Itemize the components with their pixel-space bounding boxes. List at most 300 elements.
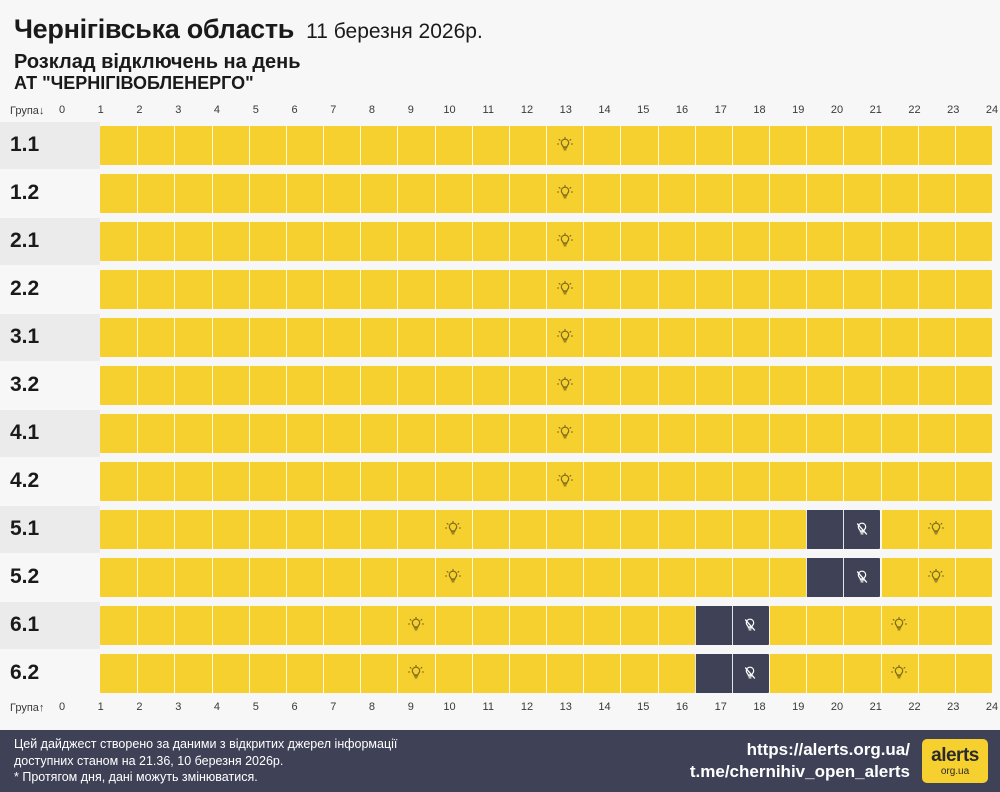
axis-tick: 16 [675, 700, 689, 713]
axis-tick: 16 [675, 103, 689, 116]
axis-tick: 9 [407, 103, 414, 116]
hour-divider [732, 510, 733, 549]
axis-tick: 8 [368, 103, 376, 116]
hour-divider [509, 174, 510, 213]
hour-divider [509, 414, 510, 453]
hour-divider [212, 174, 213, 213]
hour-divider [843, 222, 844, 261]
page-header [0, 0, 1000, 94]
hour-divider [806, 318, 807, 357]
hour-divider [918, 222, 919, 261]
hour-divider [695, 270, 696, 309]
hour-divider [174, 606, 175, 645]
hour-divider [695, 366, 696, 405]
hour-divider [212, 414, 213, 453]
hour-divider [137, 174, 138, 213]
hour-divider [918, 654, 919, 693]
hour-divider [955, 222, 956, 261]
hour-divider [546, 174, 547, 213]
hour-divider [769, 606, 770, 645]
telegram-link[interactable]: t.me/chernihiv_open_alerts [689, 762, 910, 781]
hour-divider [137, 222, 138, 261]
hour-divider [769, 462, 770, 501]
hour-divider [546, 510, 547, 549]
hour-divider [472, 366, 473, 405]
bulb-icon [556, 424, 574, 442]
hour-divider [732, 126, 733, 165]
hour-divider [323, 174, 324, 213]
hour-divider [769, 510, 770, 549]
axis-tick: 4 [213, 103, 221, 116]
hour-divider [583, 270, 584, 309]
group-label: 5.1 [0, 506, 100, 553]
hour-divider [806, 270, 807, 309]
website-link[interactable]: https://alerts.org.ua/ [746, 740, 910, 760]
hour-divider [955, 174, 956, 213]
bulb-icon [556, 280, 574, 298]
hour-divider [843, 558, 844, 597]
axis-top-ticks [58, 102, 999, 120]
schedule-row [0, 362, 1000, 409]
hour-divider [620, 510, 621, 549]
schedule-row [0, 266, 1000, 313]
hour-divider [658, 654, 659, 693]
hour-divider [695, 654, 696, 693]
hour-divider [509, 654, 510, 693]
hour-divider [435, 222, 436, 261]
hour-divider [769, 366, 770, 405]
hour-divider [323, 222, 324, 261]
hour-divider [918, 126, 919, 165]
axis-tick: 19 [792, 700, 805, 713]
schedule-row [0, 122, 1000, 169]
footer-note-line2: доступних станом на 21.36, 10 березня 2026р. [14, 753, 284, 768]
hour-divider [732, 462, 733, 501]
bulb-icon [890, 664, 908, 682]
hour-divider [174, 174, 175, 213]
group-label: 1.2 [0, 170, 100, 217]
hour-divider [695, 318, 696, 357]
axis-tick: 9 [407, 700, 414, 713]
hour-divider [472, 654, 473, 693]
hour-divider [658, 126, 659, 165]
group-label: 3.1 [0, 314, 100, 361]
axis-tick: 11 [482, 103, 494, 116]
hour-divider [806, 606, 807, 645]
hour-divider [546, 126, 547, 165]
hour-divider [955, 510, 956, 549]
axis-tick: 20 [830, 700, 844, 713]
hour-divider [881, 366, 882, 405]
hour-divider [323, 126, 324, 165]
schedule-rows [0, 122, 1000, 697]
hour-divider [472, 606, 473, 645]
hour-divider [658, 462, 659, 501]
hour-divider [955, 270, 956, 309]
hour-divider [732, 222, 733, 261]
group-label: 4.2 [0, 458, 100, 505]
hour-divider [174, 510, 175, 549]
hour-divider [509, 318, 510, 357]
axis-tick: 7 [330, 103, 337, 116]
hour-divider [286, 366, 287, 405]
row-track [100, 410, 992, 457]
hour-divider [360, 222, 361, 261]
hour-divider [546, 414, 547, 453]
hour-divider [249, 174, 250, 213]
axis-tick: 13 [559, 103, 572, 116]
row-track [100, 506, 992, 553]
hour-divider [360, 558, 361, 597]
hour-divider [843, 510, 844, 549]
hour-divider [397, 126, 398, 165]
hour-divider [546, 558, 547, 597]
hour-divider [137, 510, 138, 549]
hour-divider [658, 558, 659, 597]
schedule-row [0, 170, 1000, 217]
hour-divider [881, 174, 882, 213]
hour-divider [472, 318, 473, 357]
hour-divider [212, 126, 213, 165]
hour-divider [620, 270, 621, 309]
hour-divider [137, 366, 138, 405]
hour-divider [732, 558, 733, 597]
bulb-icon [890, 616, 908, 634]
hour-divider [249, 462, 250, 501]
hour-divider [286, 126, 287, 165]
axis-tick: 18 [753, 700, 766, 713]
hour-divider [137, 558, 138, 597]
hour-divider [769, 126, 770, 165]
hour-divider [843, 318, 844, 357]
axis-tick: 0 [58, 700, 66, 713]
hour-divider [472, 414, 473, 453]
hour-divider [286, 558, 287, 597]
group-label: 2.1 [0, 218, 100, 265]
hour-divider [769, 414, 770, 453]
hour-divider [620, 414, 621, 453]
hour-divider [658, 222, 659, 261]
hour-divider [732, 270, 733, 309]
group-label: 4.1 [0, 410, 100, 457]
hour-divider [769, 558, 770, 597]
hour-divider [323, 654, 324, 693]
hour-divider [360, 654, 361, 693]
bulb-icon [444, 568, 462, 586]
hour-divider [212, 318, 213, 357]
hour-divider [174, 126, 175, 165]
hour-divider [286, 270, 287, 309]
hour-divider [286, 222, 287, 261]
hour-divider [323, 318, 324, 357]
bulb-icon [556, 376, 574, 394]
axis-tick: 18 [753, 103, 766, 116]
hour-divider [583, 606, 584, 645]
row-track [100, 458, 992, 505]
hour-divider [546, 270, 547, 309]
hour-divider [137, 414, 138, 453]
hour-divider [620, 222, 621, 261]
hour-divider [658, 606, 659, 645]
hour-divider [397, 222, 398, 261]
hour-divider [546, 318, 547, 357]
hour-divider [397, 414, 398, 453]
axis-tick: 12 [520, 700, 534, 713]
hour-divider [918, 414, 919, 453]
axis-tick: 20 [830, 103, 844, 116]
axis-tick: 7 [330, 700, 337, 713]
hour-divider [843, 654, 844, 693]
axis-tick: 24 [985, 103, 999, 116]
hour-divider [212, 510, 213, 549]
hour-divider [360, 366, 361, 405]
hour-divider [435, 270, 436, 309]
hour-divider [918, 174, 919, 213]
hour-divider [955, 654, 956, 693]
hour-divider [881, 558, 882, 597]
group-label: 2.2 [0, 266, 100, 313]
hour-divider [806, 222, 807, 261]
schedule-row [0, 554, 1000, 601]
hour-divider [397, 270, 398, 309]
hour-divider [397, 558, 398, 597]
hour-divider [323, 366, 324, 405]
hour-divider [955, 558, 956, 597]
hour-divider [360, 414, 361, 453]
hour-divider [435, 510, 436, 549]
hour-divider [249, 558, 250, 597]
hour-divider [918, 462, 919, 501]
hour-divider [881, 462, 882, 501]
hour-divider [212, 270, 213, 309]
axis-bottom [0, 699, 1000, 717]
axis-tick: 17 [714, 700, 727, 713]
hour-divider [955, 414, 956, 453]
hour-divider [658, 366, 659, 405]
page-subtitle: Розклад відключень на день [14, 51, 301, 73]
bulb-icon [556, 328, 574, 346]
hour-divider [881, 126, 882, 165]
hour-divider [955, 462, 956, 501]
hour-divider [435, 462, 436, 501]
page-footer [0, 730, 1000, 792]
hour-divider [360, 510, 361, 549]
hour-divider [769, 222, 770, 261]
bulb-icon [407, 664, 425, 682]
hour-divider [249, 222, 250, 261]
hour-divider [620, 558, 621, 597]
hour-divider [918, 366, 919, 405]
hour-divider [658, 270, 659, 309]
footer-note-line1: Цей дайджест створено за даними з відкритих джерел інформації [14, 737, 398, 752]
group-label: 3.2 [0, 362, 100, 409]
hour-divider [620, 462, 621, 501]
row-track [100, 362, 992, 409]
axis-tick: 1 [97, 103, 104, 116]
title-row [14, 14, 1000, 45]
hour-divider [323, 270, 324, 309]
hour-divider [509, 462, 510, 501]
axis-tick: 22 [908, 103, 921, 116]
hour-divider [620, 606, 621, 645]
hour-divider [806, 126, 807, 165]
hour-divider [695, 606, 696, 645]
hour-divider [732, 606, 733, 645]
bulb-icon [556, 232, 574, 250]
hour-divider [732, 654, 733, 693]
hour-divider [583, 366, 584, 405]
bulb-icon [556, 184, 574, 202]
group-label: 5.2 [0, 554, 100, 601]
axis-tick: 19 [792, 103, 805, 116]
row-track [100, 218, 992, 265]
alerts-logo [922, 739, 988, 783]
hour-divider [212, 654, 213, 693]
hour-divider [212, 606, 213, 645]
hour-divider [583, 126, 584, 165]
axis-tick: 15 [637, 103, 650, 116]
hour-divider [397, 318, 398, 357]
axis-tick: 6 [291, 700, 298, 713]
group-label: 6.2 [0, 650, 100, 697]
hour-divider [843, 606, 844, 645]
hour-divider [546, 222, 547, 261]
hour-divider [955, 318, 956, 357]
axis-tick: 1 [97, 700, 104, 713]
axis-tick: 5 [252, 103, 259, 116]
hour-divider [286, 414, 287, 453]
hour-divider [583, 510, 584, 549]
hour-divider [397, 174, 398, 213]
bulb-icon [927, 568, 945, 586]
hour-divider [918, 510, 919, 549]
schedule-chart [0, 102, 1000, 717]
bulb-icon [556, 472, 574, 490]
axis-tick: 2 [136, 103, 143, 116]
group-label: 6.1 [0, 602, 100, 649]
hour-divider [769, 174, 770, 213]
axis-tick: 15 [637, 700, 650, 713]
hour-divider [695, 558, 696, 597]
hour-divider [435, 126, 436, 165]
hour-divider [509, 510, 510, 549]
hour-divider [546, 654, 547, 693]
axis-bottom-label: Група↑ [10, 701, 45, 714]
schedule-row [0, 458, 1000, 505]
hour-divider [323, 510, 324, 549]
axis-tick: 2 [136, 700, 143, 713]
hour-divider [174, 318, 175, 357]
schedule-row [0, 602, 1000, 649]
hour-divider [695, 414, 696, 453]
axis-tick: 13 [559, 700, 572, 713]
hour-divider [212, 558, 213, 597]
axis-tick: 12 [520, 103, 534, 116]
hour-divider [806, 558, 807, 597]
hour-divider [620, 126, 621, 165]
hour-divider [695, 222, 696, 261]
hour-divider [583, 174, 584, 213]
hour-divider [286, 510, 287, 549]
hour-divider [509, 126, 510, 165]
axis-tick: 3 [175, 700, 182, 713]
hour-divider [212, 462, 213, 501]
hour-divider [769, 654, 770, 693]
hour-divider [249, 366, 250, 405]
hour-divider [881, 414, 882, 453]
hour-divider [249, 606, 250, 645]
hour-divider [137, 318, 138, 357]
hour-divider [881, 222, 882, 261]
hour-divider [397, 366, 398, 405]
hour-divider [435, 366, 436, 405]
schedule-row [0, 314, 1000, 361]
axis-tick: 11 [482, 700, 494, 713]
axis-tick: 23 [947, 700, 960, 713]
hour-divider [472, 270, 473, 309]
schedule-row [0, 506, 1000, 553]
axis-tick: 10 [443, 700, 456, 713]
hour-divider [509, 606, 510, 645]
hour-divider [806, 510, 807, 549]
hour-divider [397, 462, 398, 501]
hour-divider [137, 462, 138, 501]
hour-divider [286, 462, 287, 501]
hour-divider [583, 654, 584, 693]
hour-divider [620, 366, 621, 405]
hour-divider [174, 366, 175, 405]
axis-top [0, 102, 1000, 120]
hour-divider [212, 366, 213, 405]
hour-divider [843, 270, 844, 309]
company-name: АТ "ЧЕРНІГІВОБЛЕНЕРГО" [14, 73, 254, 94]
bulb-off-icon [741, 616, 759, 634]
hour-divider [286, 174, 287, 213]
hour-divider [620, 654, 621, 693]
hour-divider [435, 654, 436, 693]
hour-divider [472, 558, 473, 597]
hour-divider [546, 606, 547, 645]
footer-note [0, 736, 690, 786]
hour-divider [174, 462, 175, 501]
row-track [100, 602, 992, 649]
hour-divider [881, 606, 882, 645]
hour-divider [249, 318, 250, 357]
hour-divider [732, 174, 733, 213]
hour-divider [286, 606, 287, 645]
hour-divider [695, 510, 696, 549]
hour-divider [174, 414, 175, 453]
hour-divider [918, 270, 919, 309]
hour-divider [658, 510, 659, 549]
schedule-row [0, 650, 1000, 697]
bulb-off-icon [853, 568, 871, 586]
hour-divider [806, 366, 807, 405]
hour-divider [881, 654, 882, 693]
axis-tick: 5 [252, 700, 259, 713]
hour-divider [286, 318, 287, 357]
hour-divider [360, 606, 361, 645]
hour-divider [435, 174, 436, 213]
hour-divider [509, 366, 510, 405]
hour-divider [249, 414, 250, 453]
hour-divider [472, 174, 473, 213]
hour-divider [397, 606, 398, 645]
group-label: 1.1 [0, 122, 100, 169]
axis-tick: 10 [443, 103, 456, 116]
hour-divider [174, 558, 175, 597]
hour-divider [695, 174, 696, 213]
